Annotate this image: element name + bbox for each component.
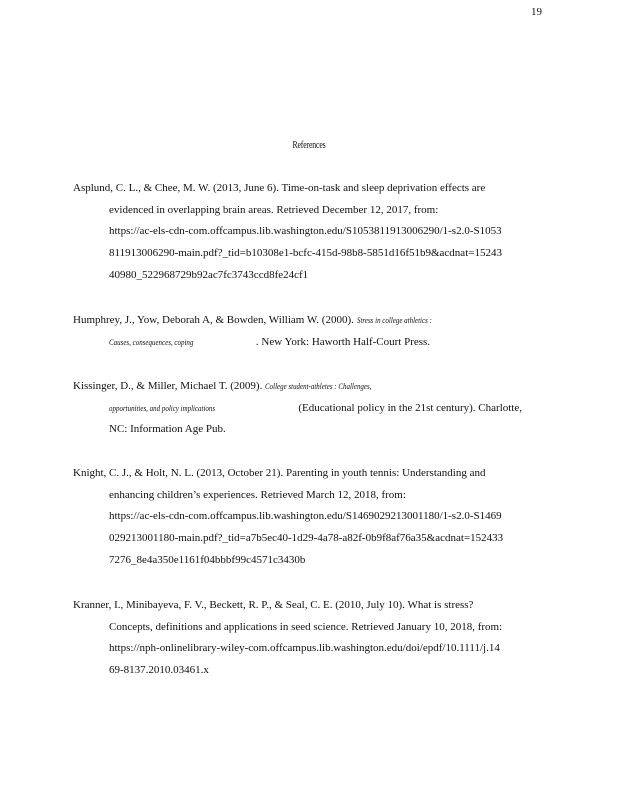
reference-book-title: Causes, consequences, coping [109, 336, 194, 347]
reference-entry [73, 310, 553, 353]
reference-book-title: Stress in college athletics : [356, 315, 432, 325]
reference-authors: Humphrey, J., Yow, Deborah A, & Bowden, William W. (2000). [73, 314, 354, 326]
reference-line: enhancing children’s experiences. Retrieved March 12, 2018, from: [109, 488, 406, 501]
reference-line [73, 398, 553, 420]
reference-url-line: 40980_522968729b92ac7fc3743ccd8fe24cf1 [109, 268, 309, 281]
reference-line [73, 310, 553, 332]
reference-url-line: https://ac-els-cdn-com.offcampus.lib.washington.edu/S1469029213001180/1-s2.0-S1469 [109, 510, 502, 523]
reference-authors: Kissinger, D., & Miller, Michael T. (2009). [73, 380, 263, 392]
reference-url-line: 029213001180-main.pdf?_tid=a7b5ec40-1d29-4a78-a82f-0b9f8af76a35&acdnat=152433 [109, 532, 504, 545]
reference-series: (Educational policy in the 21st century). Charlotte, [298, 401, 522, 414]
reference-publisher: NC: Information Age Pub. [109, 423, 226, 436]
reference-line [73, 376, 553, 398]
reference-book-title: College student-athletes : Challenges, [265, 381, 372, 391]
reference-entry [73, 178, 553, 286]
reference-url-line: 811913006290-main.pdf?_tid=b10308e1-bcfc-415d-98b8-5851d16f51b9&acdnat=15243 [109, 247, 502, 260]
reference-url-line: https://nph-onlinelibrary-wiley-com.offcampus.lib.washington.edu/doi/epdf/10.1111/j.14 [109, 642, 500, 655]
reference-publisher: . New York: Haworth Half-Court Press. [255, 335, 431, 348]
reference-book-title: opportunities, and policy implications [109, 402, 216, 413]
page-number: 19 [531, 6, 542, 18]
reference-line [73, 332, 553, 354]
reference-line: Knight, C. J., & Holt, N. L. (2013, October 21). Parenting in youth tennis: Understanding and [73, 467, 486, 479]
page-title: References [292, 140, 326, 151]
reference-line: Concepts, definitions and applications in seed science. Retrieved January 10, 2018, from: [109, 620, 503, 633]
reference-entry [73, 376, 553, 441]
reference-url-line: 69-8137.2010.03461.x [109, 664, 209, 677]
reference-line: Kranner, I., Minibayeva, F. V., Beckett, R. P., & Seal, C. E. (2010, July 10). What is stress? [73, 599, 474, 611]
reference-url-line: 7276_8e4a350e1161f04bbbf99c4571c3430b [109, 553, 306, 566]
reference-entry [73, 595, 553, 682]
reference-line: evidenced in overlapping brain areas. Retrieved December 12, 2017, from: [109, 203, 439, 216]
reference-url-line: https://ac-els-cdn-com.offcampus.lib.washington.edu/S1053811913006290/1-s2.0-S1053 [109, 225, 502, 238]
reference-line: Asplund, C. L., & Chee, M. W. (2013, June 6). Time-on-task and sleep deprivation effects are [73, 182, 486, 194]
reference-entry [73, 463, 553, 571]
